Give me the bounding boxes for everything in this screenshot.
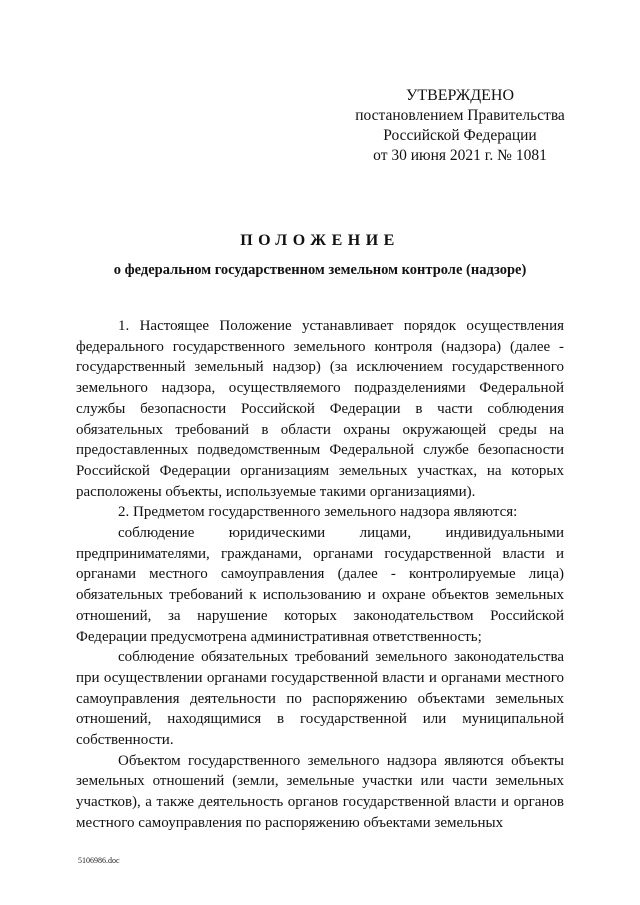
- document-body: [76, 316, 564, 834]
- document-title: ПОЛОЖЕНИЕ: [240, 232, 400, 249]
- paragraph-2: 2. Предметом государственного земельного надзора являются:: [118, 504, 518, 521]
- paragraph-1: 1. Настоящее Положение устанавливает порядок осуществления федерального государственного земельного контроля (надзора) (далее - государственный земельный надзор) (за исключением государственного земельного надзора, осуществляемого подразделениями Федеральной службы безопасности Российской Федерации в части соблюдения обязательных требований в области охраны окружающей среды на предоставленных подведомственным Федеральной службе безопасности Российской Федерации организациям земельных участках, на которых расположены объекты, используемые такими организациями).: [76, 318, 564, 500]
- approval-line-2: Российской Федерации: [383, 127, 537, 144]
- approval-line-1: постановлением Правительства: [355, 107, 565, 124]
- paragraph-4: соблюдение обязательных требований земельного законодательства при осуществлении органами государственной власти и органами местного самоуправления деятельности по распоряжению объектами земельных отношений, находящимися в государственной или муниципальной собственности.: [76, 649, 564, 749]
- document-subtitle: о федеральном государственном земельном контроле (надзоре): [113, 262, 527, 278]
- paragraph-5: Объектом государственного земельного надзора являются объекты земельных отношений (земли, земельные участки или части земельных участков), а также деятельность органов государственной власти и органов местного самоуправления по распоряжению объектами земельных: [76, 752, 564, 831]
- file-name-footer: 5106986.doc: [78, 856, 120, 865]
- paragraph-3: соблюдение юридическими лицами, индивидуальными предпринимателями, гражданами, органами государственной власти и органами местного самоуправления (далее - контролируемые лица) обязательных требований к использованию и охране объектов земельных отношений, за нарушение которых законодательством Российской Федерации предусмотрена административная ответственность;: [76, 525, 564, 645]
- approval-block: [330, 86, 590, 166]
- approval-heading: УТВЕРЖДЕНО: [405, 87, 514, 104]
- approval-line-3: от 30 июня 2021 г. № 1081: [373, 147, 547, 164]
